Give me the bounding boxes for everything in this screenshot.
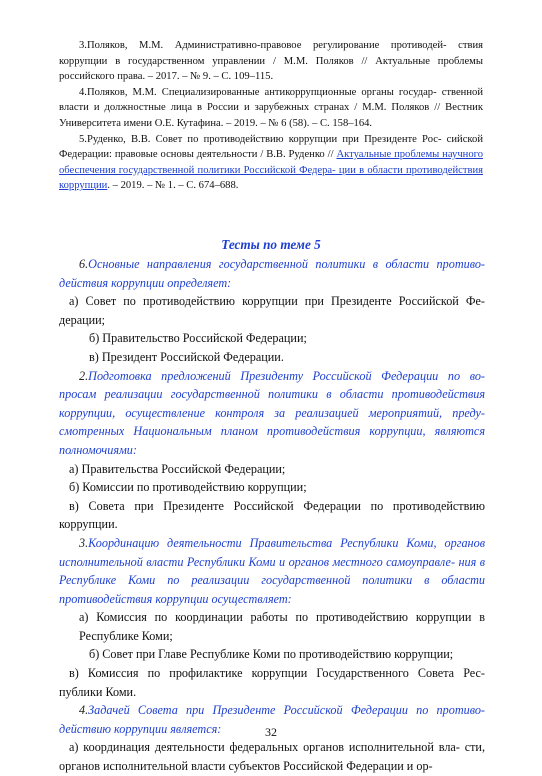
reference-text: . – 2019. – № 1. – С. 674–688. bbox=[107, 180, 239, 192]
reference-item: 3.Поляков, М.М. Административно-правовое регулирование противодей- ствия коррупции в государственном управлении / М.М. Поляков // Актуальные проблемы российского права. – 2017. – № 9. – С. 109–115. bbox=[59, 40, 483, 83]
question bbox=[59, 367, 485, 460]
answer-option: а) координация деятельности федеральных органов исполнительной вла- сти, органов исполнительной власти субъектов Российской Федерации и ор- bbox=[59, 740, 485, 774]
question-text: Задачей Совета при Президенте Российской Федерации по противо- действию коррупции является: bbox=[59, 703, 485, 736]
answer-option: в) Комиссия по профилактике коррупции Государственного Совета Рес- публики Коми. bbox=[59, 666, 485, 699]
question-text: Подготовка предложений Президенту Российской Федерации по во- просам реализации государственной политики в области противодействия коррупции, осуществление контроля за реализацией мероприятий, преду- смотренных Национальным планом противодействия коррупции, являются полномочиями: bbox=[59, 368, 485, 457]
section-title: Тесты по теме 5 bbox=[221, 237, 321, 252]
question-number: 3. bbox=[79, 535, 89, 550]
answer-option: а) Комиссия по координации работы по противодействию коррупции в Республике Коми; bbox=[79, 610, 485, 643]
question-number: 4. bbox=[79, 703, 89, 718]
question bbox=[59, 255, 485, 292]
answer-option: а) Правительства Российской Федерации; bbox=[69, 461, 286, 476]
page-number: 32 bbox=[265, 725, 277, 739]
question-number: 6. bbox=[79, 257, 89, 271]
answer-option: а) Совет по противодействию коррупции при Президенте Российской Фе- дерации; bbox=[59, 294, 485, 327]
question-text: Основные направления государственной политики в области противо- действия коррупции определяет: bbox=[59, 257, 485, 290]
reference-item: 4.Поляков, М.М. Специализированные антикоррупционные органы государ- ственной власти и должностные лица в России и зарубежных странах / М.М. Поляков // Вестник Университета имени О.Е. Кутафина. – 2019. – № 6 (58). – С. 158–164. bbox=[59, 86, 483, 129]
answer-option: в) Совета при Президенте Российской Федерации по противодействию коррупции. bbox=[59, 498, 485, 532]
question bbox=[59, 534, 485, 608]
reference-text: 5.Руденко, В.В. Совет по противодействию коррупции при Президенте Рос- сийской Федерации: правовые основы деятельности / В.В. Руденко // bbox=[59, 133, 483, 161]
question-text: Координацию деятельности Правительства Республики Коми, органов исполнительной власти Республики Коми и органов местного самоуправле- ния в Республике Коми по реализации государственной политики в области противодействия коррупции осуществляет: bbox=[59, 535, 485, 606]
test-list bbox=[59, 255, 485, 776]
answer-option: в) Президент Российской Федерации. bbox=[89, 349, 284, 364]
reference-item bbox=[59, 132, 483, 194]
answer-option: б) Совет при Главе Республике Коми по противодействию коррупции; bbox=[89, 647, 454, 662]
question-number: 2. bbox=[79, 368, 89, 383]
reference-list bbox=[59, 38, 483, 194]
answer-option: б) Комиссии по противодействию коррупции; bbox=[69, 480, 307, 495]
reference-link[interactable]: Актуальные проблемы научного обеспечения государственной политики Российской Федера- ции в области противодействия коррупции bbox=[59, 149, 483, 192]
answer-option: б) Правительство Российской Федерации; bbox=[89, 331, 307, 346]
